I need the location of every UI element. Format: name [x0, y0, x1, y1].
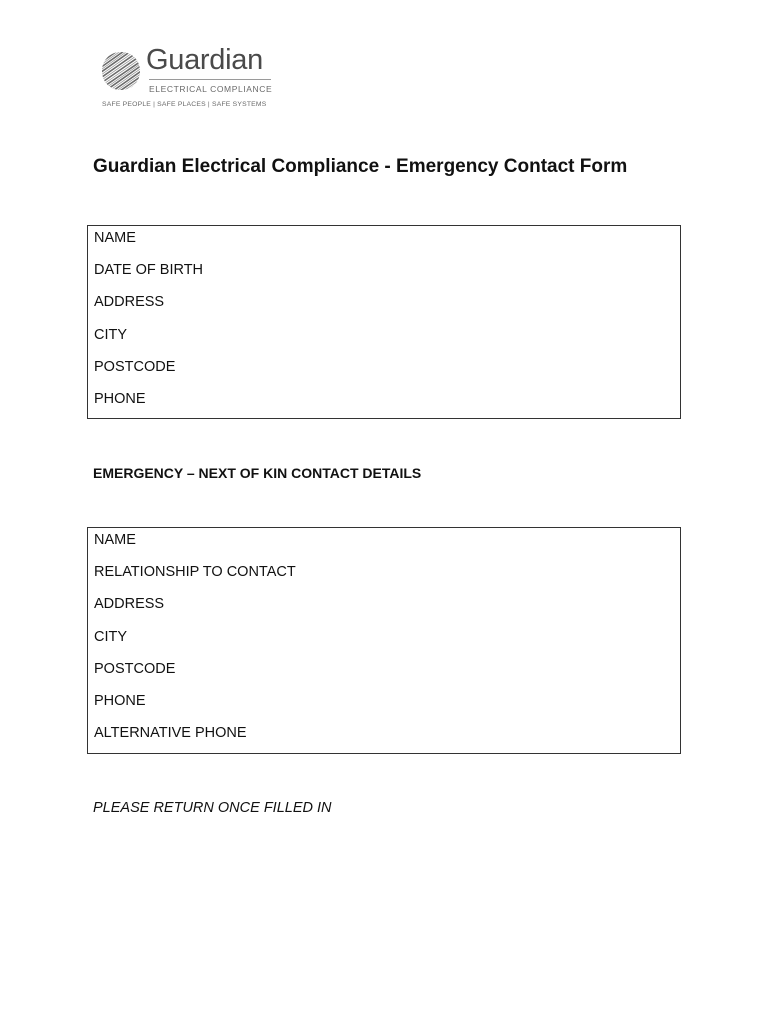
- logo-subtitle: ELECTRICAL COMPLIANCE: [149, 84, 273, 94]
- field-label-alternative-phone: ALTERNATIVE PHONE: [94, 725, 247, 742]
- striped-globe-icon: [100, 50, 142, 92]
- field-label-date-of-birth: DATE OF BIRTH: [94, 262, 204, 279]
- return-instruction: PLEASE RETURN ONCE FILLED IN: [93, 800, 332, 816]
- emergency-contact-box: [87, 527, 681, 754]
- field-label-kin-postcode: POSTCODE: [94, 660, 176, 677]
- field-label-kin-name: NAME: [94, 532, 136, 548]
- field-label-city: CITY: [94, 326, 128, 343]
- field-label-relationship: RELATIONSHIP TO CONTACT: [94, 564, 296, 581]
- personal-details-box: [87, 225, 681, 419]
- field-label-phone: PHONE: [94, 390, 146, 407]
- field-label-kin-address: ADDRESS: [94, 596, 165, 613]
- emergency-section-heading: EMERGENCY – NEXT OF KIN CONTACT DETAILS: [93, 465, 422, 481]
- field-label-postcode: POSTCODE: [94, 358, 176, 375]
- field-label-kin-city: CITY: [94, 628, 128, 645]
- logo-wordmark: Guardian: [146, 44, 263, 76]
- company-logo: [100, 44, 280, 114]
- field-label-kin-phone: PHONE: [94, 692, 146, 709]
- form-title: Guardian Electrical Compliance - Emergency Contact Form: [93, 156, 628, 177]
- logo-tagline: SAFE PEOPLE | SAFE PLACES | SAFE SYSTEMS: [102, 101, 267, 108]
- field-label-address: ADDRESS: [94, 294, 165, 311]
- field-label-name: NAME: [94, 230, 136, 246]
- logo-divider: [149, 79, 271, 80]
